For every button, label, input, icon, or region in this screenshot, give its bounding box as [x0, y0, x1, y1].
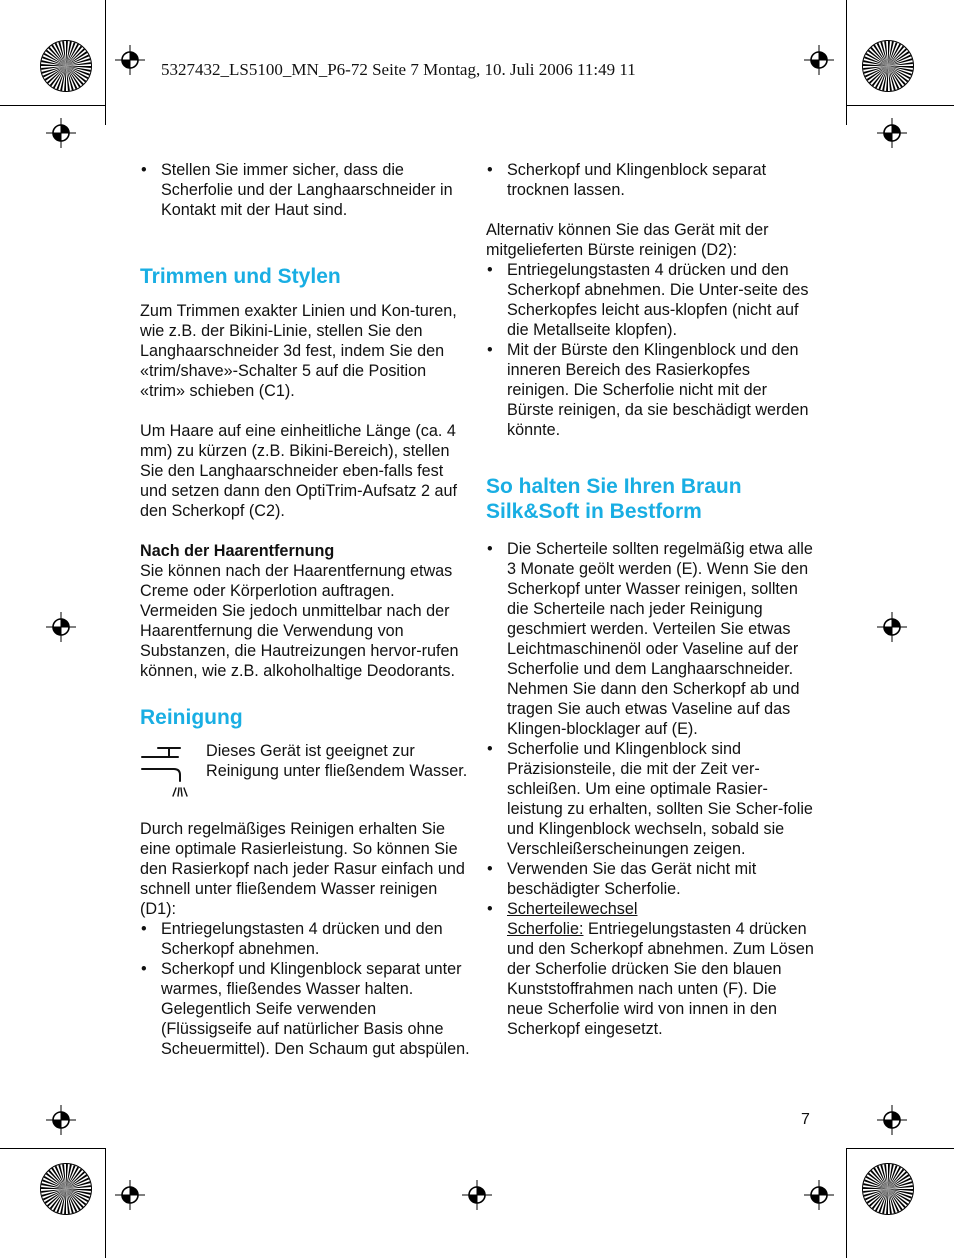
heading-line: Silk&Soft in Bestform	[486, 500, 702, 523]
page-number: 7	[801, 1111, 810, 1128]
right-column	[486, 160, 816, 1039]
list-item: • Verwenden Sie das Gerät nicht mit beschädigter Scherfolie.	[486, 859, 816, 899]
intro-list	[140, 160, 470, 220]
registration-mark-icon	[877, 1105, 907, 1135]
crop-line	[105, 1148, 106, 1258]
crop-line	[0, 105, 105, 106]
color-target-icon	[40, 40, 92, 92]
keep-list	[486, 539, 816, 1039]
crop-line	[846, 105, 954, 106]
registration-mark-icon	[115, 1180, 145, 1210]
registration-mark-icon	[877, 118, 907, 148]
foil-text: Entriegelungstasten 4 drücken und den Scherkopf abnehmen. Zum Lösen der Scherfolie drücken Sie den blauen Kunststoffrahmen nach unten (F). Die neue Scherfolie wird von innen in den Scherkopf eingesetzt.	[507, 920, 814, 1038]
crop-line	[846, 1148, 954, 1149]
list-item-replace	[486, 899, 816, 1039]
clean-list	[140, 919, 470, 1059]
list-item: • Mit der Bürste den Klingenblock und den inneren Bereich des Rasierkopfes reinigen. Die Scherfolie nicht mit der Bürste reinigen, da sie beschädigt werden könnte.	[486, 340, 816, 440]
registration-mark-icon	[46, 1105, 76, 1135]
paragraph: Durch regelmäßiges Reinigen erhalten Sie eine optimale Rasierleistung. So können Sie den Rasierkopf nach jeder Rasur einfach und schnell unter fließendem Wasser reinigen (D1):	[140, 820, 465, 918]
color-target-icon	[862, 40, 914, 92]
paragraph: Um Haare auf eine einheitliche Länge (ca. 4 mm) zu kürzen (z.B. Bikini-Bereich), stellen Sie den Langhaarschneider eben-falls fest und setzen dann den OptiTrim-Aufsatz 2 auf den Scherkopf (C2).	[140, 422, 458, 520]
paragraph: Alternativ können Sie das Gerät mit der mitgelieferten Bürste reinigen (D2):	[486, 221, 769, 259]
heading-bestform	[486, 474, 816, 524]
print-header: 5327432_LS5100_MN_P6-72 Seite 7 Montag, 10. Juli 2006 11:49 11	[161, 60, 636, 79]
water-text: Dieses Gerät ist geeignet zur Reinigung unter fließendem Wasser.	[206, 742, 468, 780]
color-target-icon	[862, 1163, 914, 1215]
registration-mark-icon	[462, 1180, 492, 1210]
water-notice	[140, 741, 470, 799]
registration-mark-icon	[46, 612, 76, 642]
list-item: • Scherfolie und Klingenblock sind Präzisionsteile, die mit der Zeit ver-schleißen. Um eine optimale Rasier-leistung zu erhalten, sollten Sie Scher-folie und Klingenblock wechseln, sobald sie Verschleißerscheinungen zeigen.	[486, 739, 816, 859]
registration-mark-icon	[46, 118, 76, 148]
crop-line	[0, 1148, 105, 1149]
dry-list	[486, 160, 816, 200]
list-item: • Stellen Sie immer sicher, dass die Scherfolie und der Langhaarschneider in Kontakt mit der Haut sind.	[140, 160, 470, 220]
left-column	[140, 160, 470, 1059]
water-tap-icon	[140, 745, 194, 799]
crop-line	[846, 1148, 847, 1258]
list-item: • Scherkopf und Klingenblock separat unter warmes, fließendes Wasser halten. Gelegentlich Seife verwenden (Flüssigseife auf natürlicher Basis ohne Scheuermittel). Den Schaum gut abspülen.	[140, 959, 470, 1059]
paragraph: Sie können nach der Haarentfernung etwas Creme oder Körperlotion auftragen. Vermeiden Sie jedoch unmittelbar nach der Haarentfernung die Verwendung von Substanzen, die Hautreizungen hervor-rufen können, wie z.B. alkoholhaltige Deodorants.	[140, 562, 459, 680]
crop-line	[846, 0, 847, 125]
foil-label: Scherfolie:	[507, 920, 584, 938]
crop-line	[105, 0, 106, 125]
color-target-icon	[40, 1163, 92, 1215]
brush-list	[486, 260, 816, 440]
list-item: • Entriegelungstasten 4 drücken und den Scherkopf abnehmen. Die Unter-seite des Scherkopfes leicht aus-klopfen (nicht auf die Metallseite klopfen).	[486, 260, 816, 340]
heading-line: So halten Sie Ihren Braun	[486, 475, 742, 498]
replace-title: Scherteilewechsel	[507, 900, 638, 918]
registration-mark-icon	[877, 612, 907, 642]
paragraph: Zum Trimmen exakter Linien und Kon-turen, wie z.B. der Bikini-Linie, stellen Sie den Langhaarschneider 3d fest, indem Sie den «trim/shave»-Schalter 5 auf die Position «trim» schieben (C1).	[140, 302, 457, 400]
heading-reinigung: Reinigung	[140, 706, 243, 729]
registration-mark-icon	[804, 1180, 834, 1210]
list-item: • Scherkopf und Klingenblock separat trocknen lassen.	[486, 160, 816, 200]
list-item: • Die Scherteile sollten regelmäßig etwa alle 3 Monate geölt werden (E). Wenn Sie den Scherkopf unter Wasser reinigen, sollten die Scherteile nach jeder Reinigung geschmiert werden. Verteilen Sie etwas Leichtmaschinenöl oder Vaseline auf der Scherfolie und dem Langhaarschneider. Nehmen Sie dann den Scherkopf ab und tragen Sie auch etwas Vaseline auf das Klingen-blocklager auf (E).	[486, 539, 816, 739]
list-item: • Entriegelungstasten 4 drücken und den Scherkopf abnehmen.	[140, 919, 470, 959]
registration-mark-icon	[115, 45, 145, 75]
registration-mark-icon	[804, 45, 834, 75]
heading-trimmen: Trimmen und Stylen	[140, 265, 341, 288]
subheading-after: Nach der Haarentfernung	[140, 542, 335, 560]
